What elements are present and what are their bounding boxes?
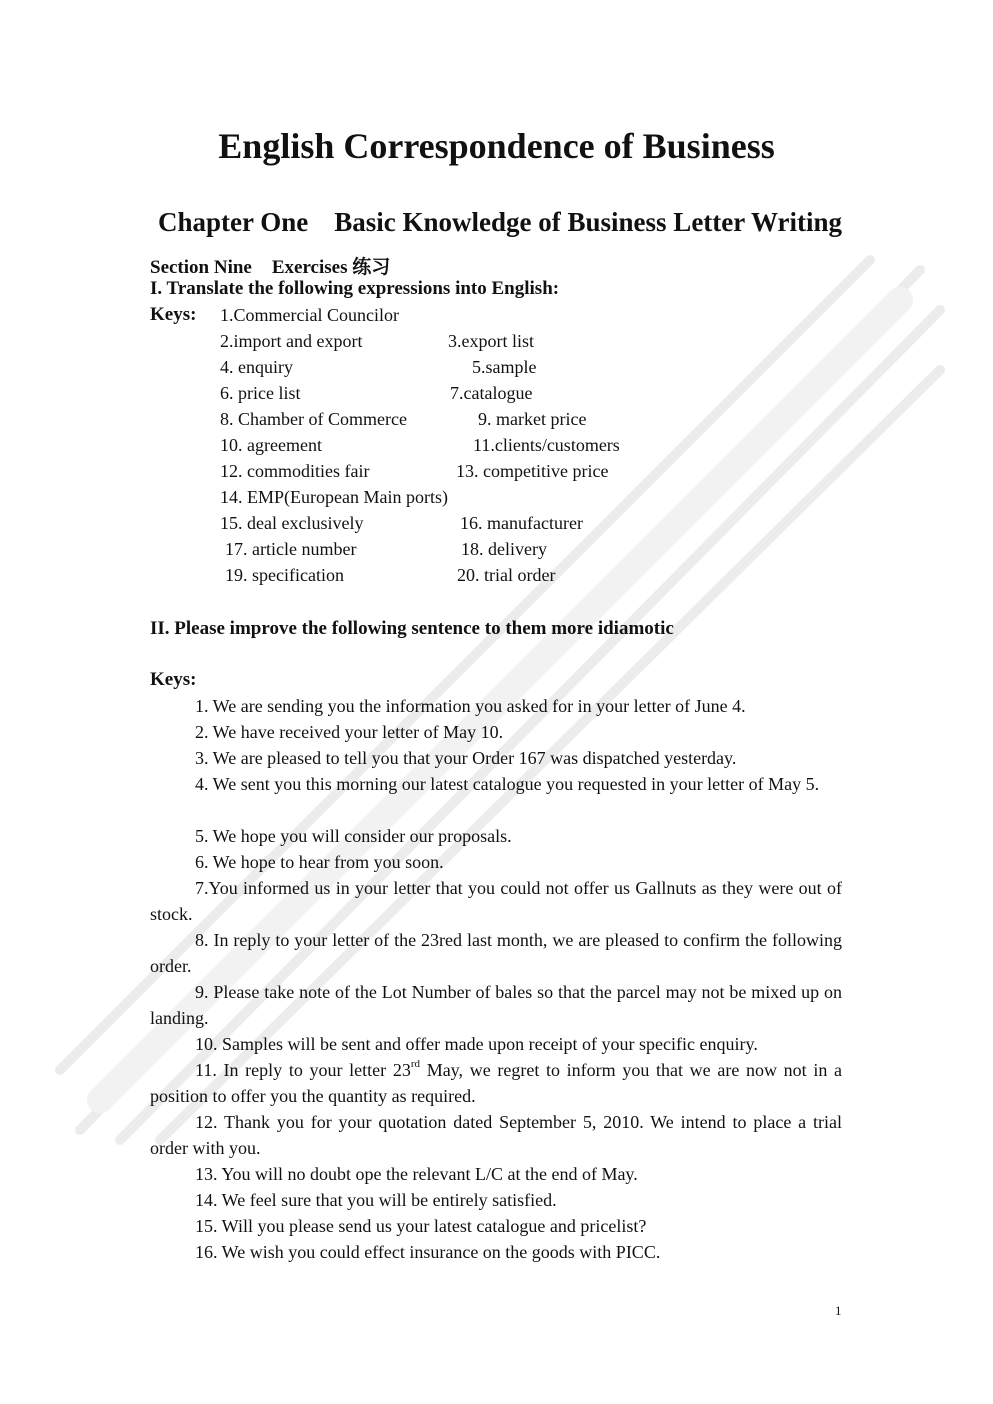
sentence-item: 16. We wish you could effect insurance on the goods with PICC. — [195, 1242, 661, 1262]
list-item: 5.sample — [472, 357, 537, 377]
sentence-item: 15. Will you please send us your latest catalogue and pricelist? — [195, 1216, 647, 1236]
sentence-text: 11. In reply to your letter 23 — [195, 1060, 411, 1080]
list-item: 12. commodities fair — [220, 461, 370, 481]
sentence-item: 8. In reply to your letter of the 23red last month, we are pleased to confirm the following order. — [150, 930, 842, 976]
sentence-text: May, we regret to inform you that we are now not in a position to offer you the quantity as required. — [150, 1060, 843, 1106]
list-item: 10. agreement — [220, 435, 322, 455]
sentence-item: 5. We hope you will consider our proposals. — [195, 826, 512, 846]
chapter-number: Chapter One — [158, 207, 309, 237]
list-item: 7.catalogue — [450, 383, 533, 403]
list-item: 18. delivery — [461, 539, 547, 559]
part2-keys-label: Keys: — [150, 669, 197, 690]
sentence-item: 9. Please take note of the Lot Number of bales so that the parcel may not be mixed up on landing. — [150, 982, 842, 1028]
sentence-item: 14. We feel sure that you will be entirely satisfied. — [195, 1190, 557, 1210]
page-number: 1 — [835, 1303, 842, 1318]
sentence-item: 12. Thank you for your quotation dated September 5, 2010. We intend to place a trial order with you. — [150, 1112, 842, 1158]
part2-heading: II. Please improve the following sentence to them more idiamotic — [150, 618, 674, 639]
sentence-item: 2. We have received your letter of May 10. — [195, 722, 504, 742]
list-item: 15. deal exclusively — [220, 513, 364, 533]
sentence-item: 7.You informed us in your letter that you could not offer us Gallnuts as they were out of stock. — [150, 878, 842, 924]
sentence-item: 10. Samples will be sent and offer made upon receipt of your specific enquiry. — [195, 1034, 758, 1054]
list-item: 8. Chamber of Commerce — [220, 409, 407, 429]
list-item: 3.export list — [448, 331, 534, 351]
list-item: 1.Commercial Councilor — [220, 305, 399, 325]
list-item: 9. market price — [478, 409, 587, 429]
sentence-item: 13. You will no doubt ope the relevant L/C at the end of May. — [195, 1164, 638, 1184]
section-heading — [150, 252, 390, 279]
chapter-heading — [158, 207, 842, 238]
chapter-name: Basic Knowledge of Business Letter Writing — [334, 207, 843, 237]
sentence-item: 4. We sent you this morning our latest catalogue you requested in your letter of May 5. — [195, 774, 820, 794]
sentence-item: 1. We are sending you the information you asked for in your letter of June 4. — [195, 696, 746, 716]
sentence-item: 6. We hope to hear from you soon. — [195, 852, 444, 872]
sentence-item: 3. We are pleased to tell you that your Order 167 was dispatched yesterday. — [195, 748, 737, 768]
list-item: 14. EMP(European Main ports) — [220, 487, 448, 507]
list-item: 16. manufacturer — [460, 513, 583, 533]
document-title: English Correspondence of Business — [218, 126, 775, 166]
ordinal-superscript: rd — [410, 1058, 421, 1070]
list-item: 2.import and export — [220, 331, 363, 351]
list-item: 17. article number — [225, 539, 357, 559]
part1-heading: I. Translate the following expressions into English: — [150, 278, 560, 299]
list-item: 11.clients/customers — [473, 435, 620, 455]
section-name: Exercises 练习 — [271, 257, 391, 278]
sentence-item — [150, 1057, 842, 1109]
section-number: Section Nine — [150, 257, 252, 278]
list-item: 13. competitive price — [456, 461, 609, 481]
part1-keys-label: Keys: — [150, 304, 197, 325]
list-item: 4. enquiry — [220, 357, 293, 377]
list-item: 6. price list — [220, 383, 301, 403]
list-item: 19. specification — [225, 565, 344, 585]
list-item: 20. trial order — [457, 565, 556, 585]
